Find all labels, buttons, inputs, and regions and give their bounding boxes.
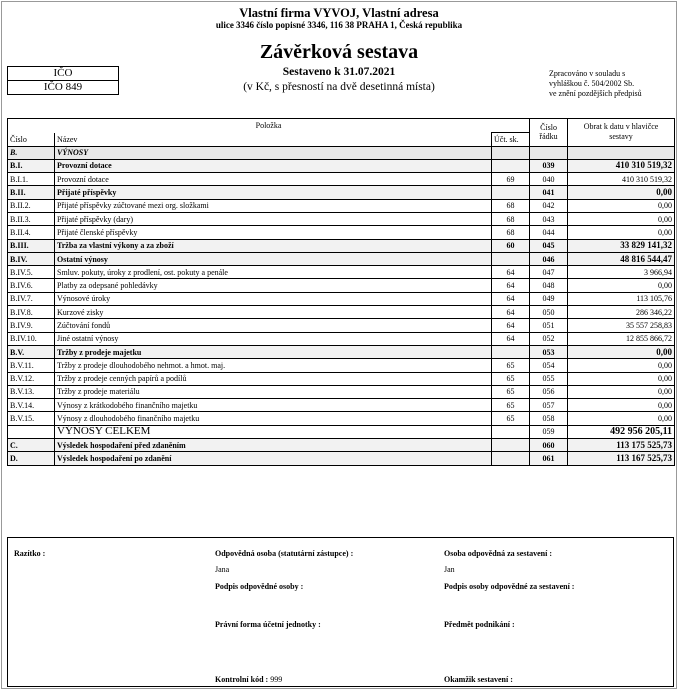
cell-uct: 64 <box>492 279 530 292</box>
cell-obrat: 0,00 <box>568 279 675 292</box>
cell-cislo: C. <box>8 439 55 452</box>
predmet-podnikani-label: Předmět podnikání : <box>444 620 515 629</box>
cell-nazev: Tržby z prodeje majetku <box>55 345 492 358</box>
col-header-uct: Účt. sk. <box>492 133 530 147</box>
cell-uct: 64 <box>492 266 530 279</box>
cell-obrat: 48 816 544,47 <box>568 252 675 265</box>
cell-obrat: 0,00 <box>568 199 675 212</box>
cell-nazev: Zúčtování fondů <box>55 319 492 332</box>
cell-uct: 69 <box>492 173 530 186</box>
odpovedna-osoba-label: Odpovědná osoba (statutární zástupce) : <box>215 549 354 558</box>
cell-radek: 044 <box>530 226 568 239</box>
cell-uct <box>492 439 530 452</box>
cell-uct: 65 <box>492 412 530 425</box>
table-row <box>8 332 675 345</box>
cell-cislo: B.V.14. <box>8 399 55 412</box>
table-header-row <box>8 119 675 133</box>
cell-radek: 059 <box>530 425 568 438</box>
ico-label: IČO <box>8 67 118 81</box>
cell-nazev: Přijaté členské příspěvky <box>55 226 492 239</box>
table-row <box>8 306 675 319</box>
legal-note-line: ve znění pozdějších předpisů <box>549 89 642 98</box>
cell-radek: 058 <box>530 412 568 425</box>
cell-nazev: Výnosy z dlouhodobého finančního majetku <box>55 412 492 425</box>
cell-nazev: Jiné ostatní výnosy <box>55 332 492 345</box>
cell-uct <box>492 252 530 265</box>
cell-radek: 045 <box>530 239 568 252</box>
report-table <box>7 118 675 466</box>
cell-uct <box>492 425 530 438</box>
cell-obrat: 492 956 205,11 <box>568 425 675 438</box>
cell-nazev: Tržby z prodeje cenných papírů a podílů <box>55 372 492 385</box>
cell-uct: 64 <box>492 332 530 345</box>
cell-uct <box>492 186 530 199</box>
cell-uct: 65 <box>492 359 530 372</box>
cell-uct: 65 <box>492 372 530 385</box>
ico-box <box>7 66 119 95</box>
table-row <box>8 266 675 279</box>
cell-cislo: B.V.13. <box>8 385 55 398</box>
cell-cislo: B.IV.6. <box>8 279 55 292</box>
cell-radek: 055 <box>530 372 568 385</box>
cell-nazev: Tržby z prodeje materiálu <box>55 385 492 398</box>
cell-uct: 64 <box>492 319 530 332</box>
table-row <box>8 452 675 465</box>
cell-obrat: 113 105,76 <box>568 292 675 305</box>
osoba-sestaveni-value: Jan <box>444 565 455 574</box>
cell-nazev: Tržba za vlastní výkony a za zboží <box>55 239 492 252</box>
cell-nazev: Provozní dotace <box>55 159 492 172</box>
col-header-polozka: Položka <box>8 119 530 133</box>
cell-nazev: Přijaté příspěvky <box>55 186 492 199</box>
table-row <box>8 199 675 212</box>
col-header-nazev: Název <box>55 133 492 147</box>
col-header-radek-line: řádku <box>539 132 558 142</box>
cell-nazev: Výsledek hospodaření před zdaněním <box>55 439 492 452</box>
cell-nazev: Smluv. pokuty, úroky z prodlení, ost. pokuty a penále <box>55 266 492 279</box>
cell-uct: 65 <box>492 399 530 412</box>
cell-uct <box>492 159 530 172</box>
podpis-sestaveni-label: Podpis osoby odpovědné za sestavení : <box>444 582 575 591</box>
cell-nazev: Výnosové úroky <box>55 292 492 305</box>
report-title: Závěrková sestava <box>259 41 419 63</box>
cell-uct: 68 <box>492 199 530 212</box>
cell-nazev: Výnosy z krátkodobého finančního majetku <box>55 399 492 412</box>
cell-nazev: Přijaté příspěvky (dary) <box>55 212 492 225</box>
cell-obrat: 0,00 <box>568 385 675 398</box>
kontrolni-kod <box>215 675 282 684</box>
cell-cislo: B.IV.7. <box>8 292 55 305</box>
cell-uct: 65 <box>492 385 530 398</box>
razitko-label: Razítko : <box>14 549 46 558</box>
cell-obrat: 0,00 <box>568 186 675 199</box>
cell-nazev: VÝNOSY <box>55 146 492 159</box>
cell-nazev: Provozní dotace <box>55 173 492 186</box>
col-header-radek-line: Číslo <box>540 123 557 133</box>
col-header-cislo: Číslo <box>8 133 55 147</box>
cell-cislo: B.II.2. <box>8 199 55 212</box>
cell-radek: 048 <box>530 279 568 292</box>
col-header-obrat-line: sestavy <box>609 132 633 142</box>
cell-radek: 047 <box>530 266 568 279</box>
table-row <box>8 399 675 412</box>
legal-note-line: Zpracováno v souladu s <box>549 69 626 78</box>
cell-obrat <box>568 146 675 159</box>
cell-radek: 060 <box>530 439 568 452</box>
col-header-obrat <box>568 119 675 147</box>
table-row <box>8 385 675 398</box>
cell-radek: 046 <box>530 252 568 265</box>
cell-nazev: Tržby z prodeje dlouhodobého nehmot. a hmot. maj. <box>55 359 492 372</box>
cell-nazev: Ostatní výnosy <box>55 252 492 265</box>
cell-radek: 039 <box>530 159 568 172</box>
cell-obrat: 286 346,22 <box>568 306 675 319</box>
cell-obrat: 0,00 <box>568 372 675 385</box>
cell-uct: 68 <box>492 212 530 225</box>
cell-uct <box>492 345 530 358</box>
cell-cislo: B.I.1. <box>8 173 55 186</box>
cell-cislo: B.II.4. <box>8 226 55 239</box>
signature-section <box>7 537 674 687</box>
cell-uct: 64 <box>492 306 530 319</box>
table-row <box>8 252 675 265</box>
cell-cislo: B.V.12. <box>8 372 55 385</box>
cell-nazev: Kurzové zisky <box>55 306 492 319</box>
cell-nazev: Přijaté příspěvky zúčtované mezi org. složkami <box>55 199 492 212</box>
cell-cislo: B.IV.5. <box>8 266 55 279</box>
cell-cislo: B.IV.8. <box>8 306 55 319</box>
cell-nazev: Platby za odepsané pohledávky <box>55 279 492 292</box>
cell-obrat: 0,00 <box>568 399 675 412</box>
ico-value: IČO 849 <box>43 81 83 93</box>
cell-cislo: B.V. <box>8 345 55 358</box>
pravni-forma-label: Právní forma účetní jednotky : <box>215 620 321 629</box>
cell-radek: 053 <box>530 345 568 358</box>
cell-obrat: 33 829 141,32 <box>568 239 675 252</box>
cell-radek: 057 <box>530 399 568 412</box>
report-page <box>1 1 677 689</box>
cell-nazev: VÝNOSY CELKEM <box>55 425 492 438</box>
cell-cislo: B.III. <box>8 239 55 252</box>
osoba-sestaveni-label: Osoba odpovědná za sestavení : <box>444 549 553 558</box>
cell-uct: 64 <box>492 292 530 305</box>
table-row <box>8 239 675 252</box>
cell-obrat: 0,00 <box>568 226 675 239</box>
table-row <box>8 372 675 385</box>
cell-radek: 043 <box>530 212 568 225</box>
legal-note-line: vyhláškou č. 504/2002 Sb. <box>549 79 635 88</box>
table-row <box>8 212 675 225</box>
table-row <box>8 279 675 292</box>
cell-obrat: 0,00 <box>568 412 675 425</box>
cell-radek: 061 <box>530 452 568 465</box>
cell-cislo: B.II. <box>8 186 55 199</box>
cell-cislo: D. <box>8 452 55 465</box>
compiled-date: Sestaveno k 31.07.2021 <box>282 66 396 78</box>
cell-uct: 60 <box>492 239 530 252</box>
cell-cislo: B.I. <box>8 159 55 172</box>
cell-obrat: 113 175 525,73 <box>568 439 675 452</box>
cell-cislo: B.IV. <box>8 252 55 265</box>
table-row <box>8 319 675 332</box>
legal-note <box>549 69 677 99</box>
cell-radek: 042 <box>530 199 568 212</box>
table-row <box>8 226 675 239</box>
cell-obrat: 0,00 <box>568 212 675 225</box>
cell-radek: 050 <box>530 306 568 319</box>
cell-radek: 054 <box>530 359 568 372</box>
cell-uct <box>492 452 530 465</box>
cell-obrat: 3 966,94 <box>568 266 675 279</box>
cell-obrat: 113 167 525,73 <box>568 452 675 465</box>
company-name: Vlastní firma VYVOJ, Vlastní adresa <box>239 6 439 20</box>
cell-radek: 049 <box>530 292 568 305</box>
col-header-obrat-line: Obrat k datu v hlavičce <box>583 122 659 132</box>
cell-cislo: B.V.15. <box>8 412 55 425</box>
cell-cislo: B.II.3. <box>8 212 55 225</box>
table-row <box>8 146 675 159</box>
cell-cislo: B.V.11. <box>8 359 55 372</box>
cell-nazev: Výsledek hospodaření po zdanění <box>55 452 492 465</box>
podpis-odpovedne-label: Podpis odpovědné osoby : <box>215 582 304 591</box>
table-row <box>8 425 675 438</box>
cell-radek: 041 <box>530 186 568 199</box>
cell-obrat: 35 557 258,83 <box>568 319 675 332</box>
cell-radek <box>530 146 568 159</box>
table-row <box>8 292 675 305</box>
cell-radek: 040 <box>530 173 568 186</box>
cell-uct <box>492 146 530 159</box>
kontrolni-kod-label: Kontrolní kód : <box>215 675 269 684</box>
table-row <box>8 159 675 172</box>
cell-radek: 052 <box>530 332 568 345</box>
table-row <box>8 439 675 452</box>
cell-uct: 68 <box>492 226 530 239</box>
cell-cislo: B.IV.10. <box>8 332 55 345</box>
cell-radek: 056 <box>530 385 568 398</box>
cell-cislo: B. <box>8 146 55 159</box>
company-address: ulice 3346 číslo popisné 3346, 116 38 PRAHA 1, Česká republika <box>215 20 463 30</box>
table-row <box>8 173 675 186</box>
cell-radek: 051 <box>530 319 568 332</box>
table-row <box>8 359 675 372</box>
precision-note: (v Kč, s přesností na dvě desetinná místa) <box>243 81 435 93</box>
cell-obrat: 0,00 <box>568 345 675 358</box>
okamzik-sestaveni-label: Okamžik sestavení : <box>444 675 513 684</box>
odpovedna-osoba-value: Jana <box>215 565 230 574</box>
cell-cislo: B.IV.9. <box>8 319 55 332</box>
table-row <box>8 345 675 358</box>
cell-obrat: 410 310 519,32 <box>568 159 675 172</box>
cell-obrat: 0,00 <box>568 359 675 372</box>
table-row <box>8 412 675 425</box>
col-header-radek <box>530 119 568 147</box>
cell-obrat: 12 855 866,72 <box>568 332 675 345</box>
kontrolni-kod-value: 999 <box>270 675 283 684</box>
cell-obrat: 410 310 519,32 <box>568 173 675 186</box>
table-row <box>8 186 675 199</box>
cell-cislo <box>8 425 55 438</box>
